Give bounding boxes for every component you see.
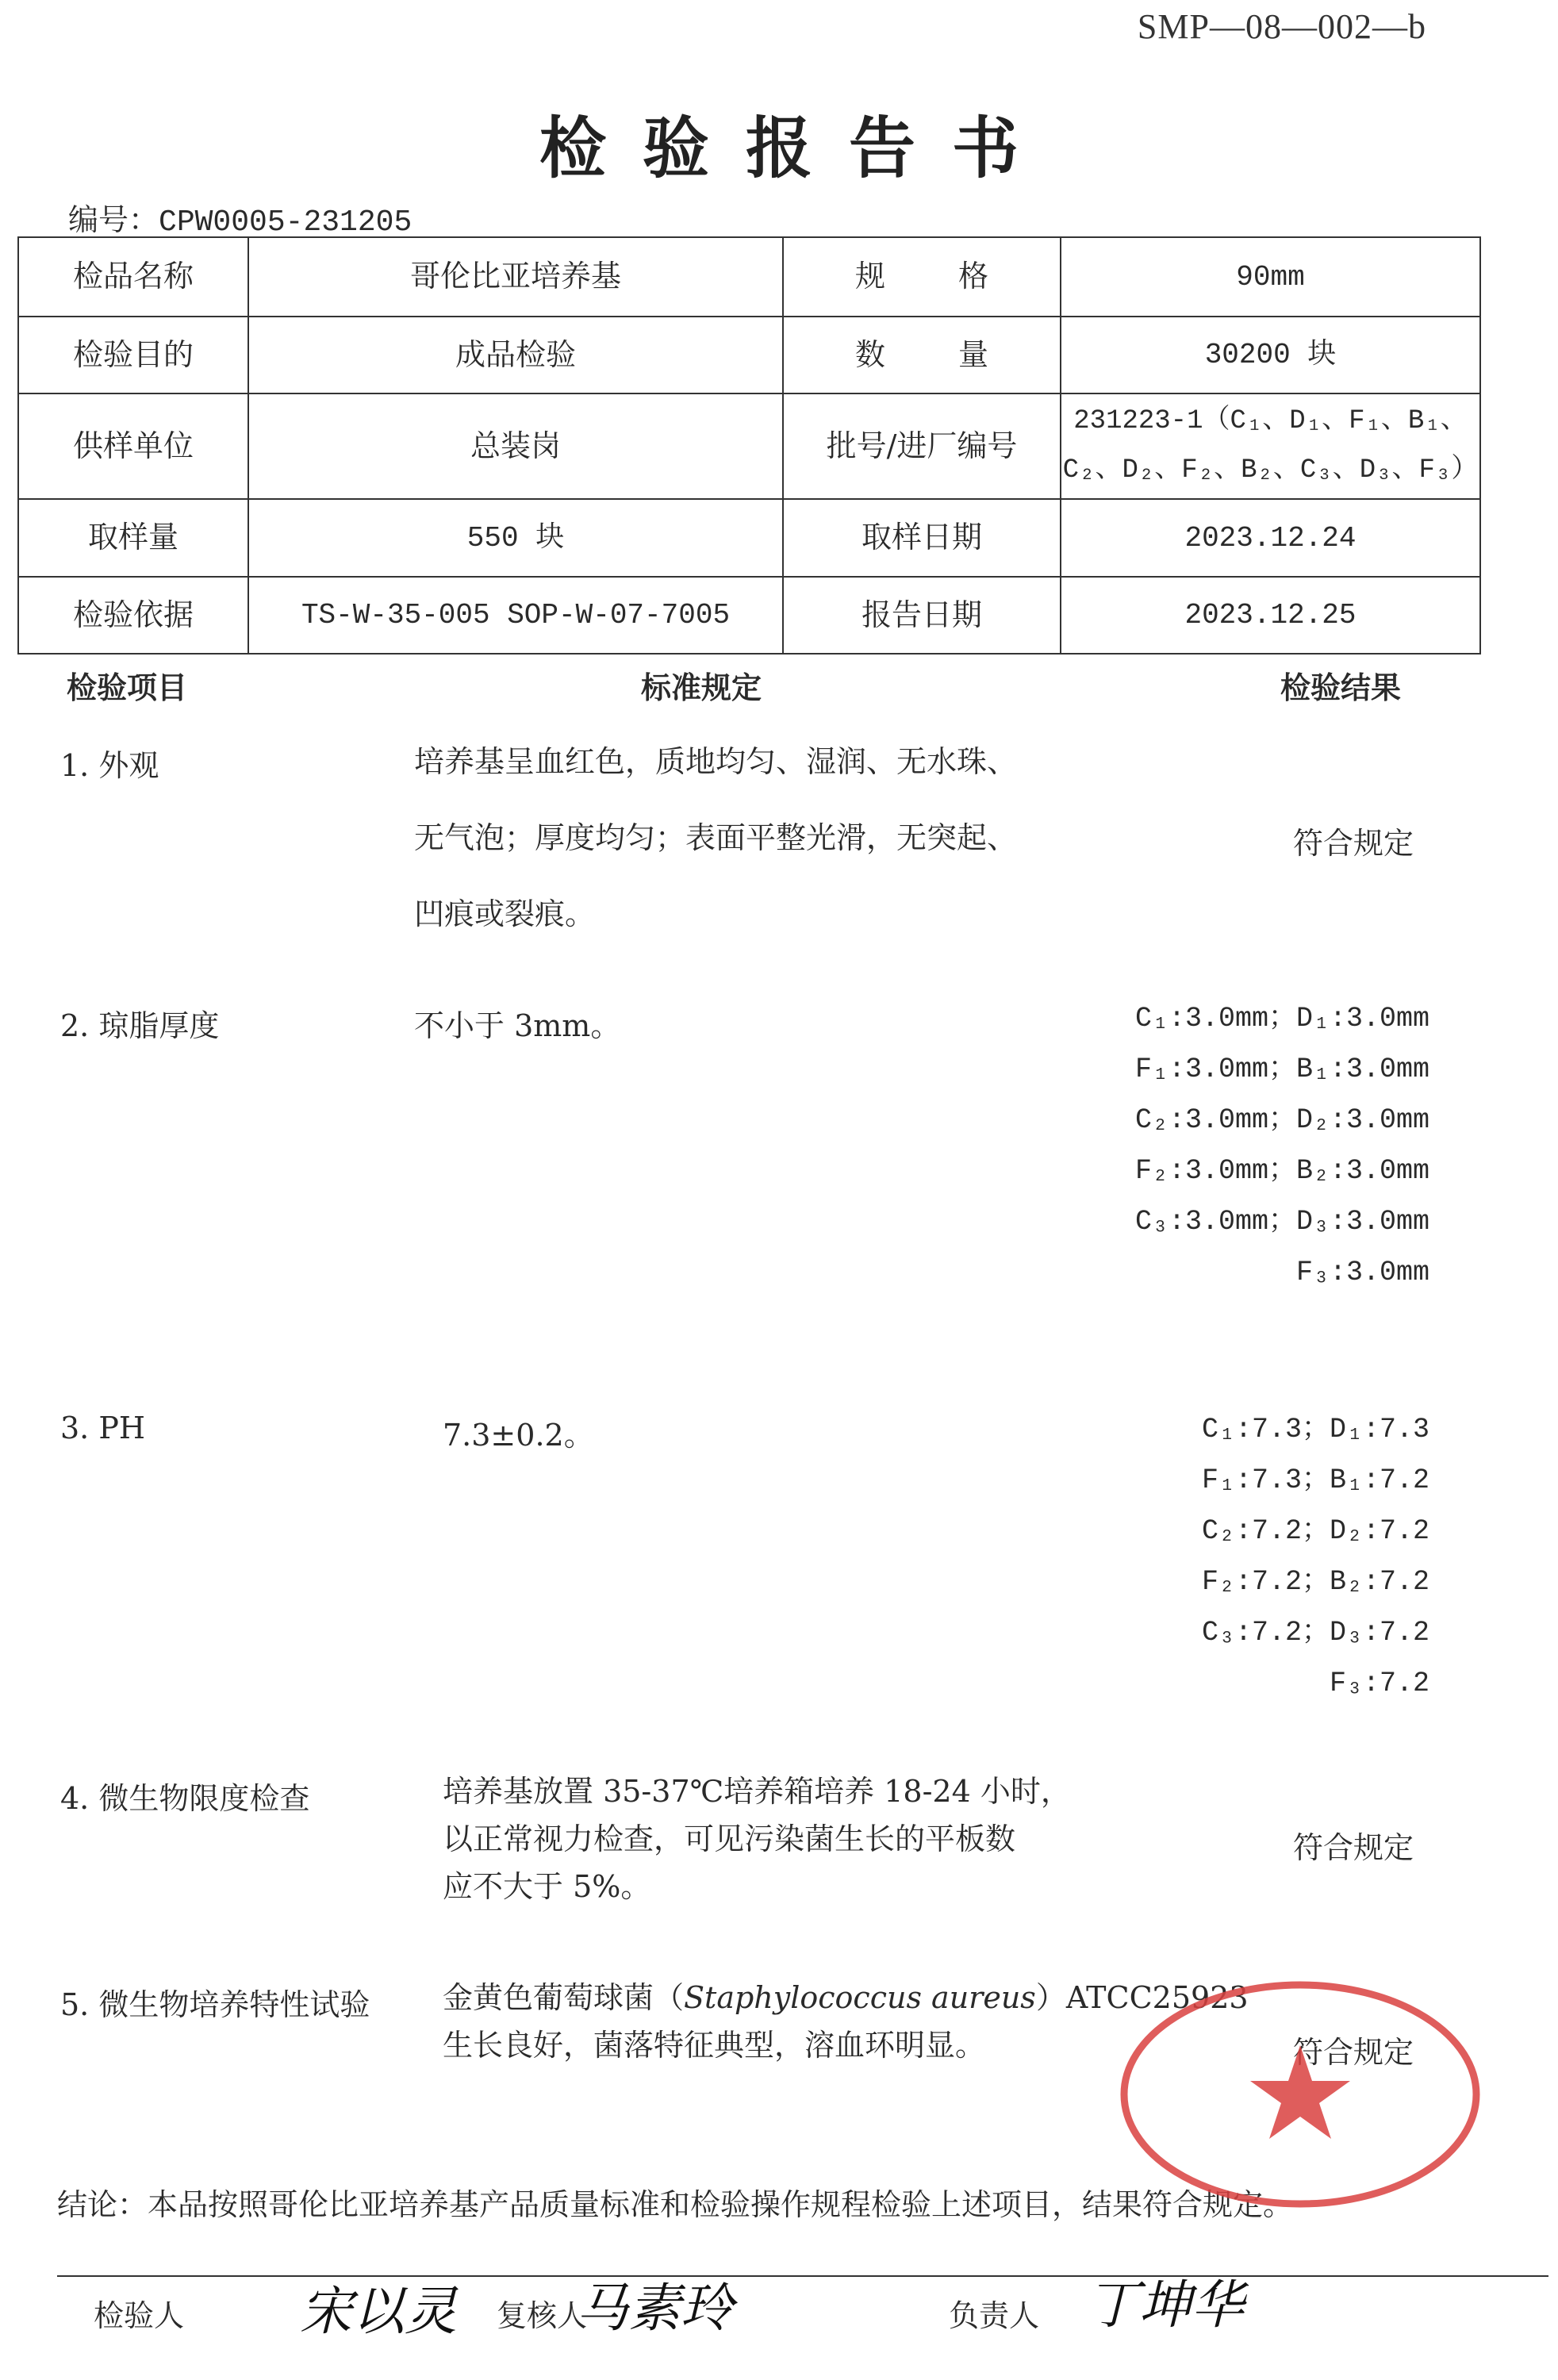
result-line: F₁:7.3；B₁:7.2: [1201, 1464, 1429, 1496]
result-line: C₂:7.2；D₂:7.2: [1201, 1515, 1429, 1547]
batch-value: [1061, 393, 1480, 499]
info-row: [18, 577, 1480, 654]
info-table: [17, 236, 1481, 654]
sample-date-label: 取样日期: [783, 499, 1061, 577]
result-line: C₃:7.2；D₃:7.2: [1201, 1617, 1429, 1649]
header-result: 检验结果: [1280, 670, 1402, 705]
result-line: C₃:3.0mm；D₃:3.0mm: [1134, 1206, 1429, 1238]
item-name: 4. 微生物限度检查: [60, 1781, 310, 1816]
batch-line-1: 231223-1（C₁、D₁、F₁、B₁、: [1073, 406, 1468, 437]
inspector-signature: 宋以灵: [300, 2281, 457, 2342]
item-name: 5. 微生物培养特性试验: [60, 1987, 370, 2022]
report-number: [68, 195, 412, 240]
item-name: 2. 琼脂厚度: [60, 1008, 220, 1043]
standard-line: 凹痕或裂痕。: [414, 896, 596, 931]
sample-qty-label: 取样量: [18, 499, 248, 577]
item-result: 符合规定: [1293, 826, 1414, 861]
company-stamp: [1114, 1975, 1487, 2213]
standard-line: 以正常视力检查，可见污染菌生长的平板数: [443, 1821, 1016, 1856]
basis-label: 检验依据: [18, 577, 248, 654]
reviewer-label: 复核人: [497, 2298, 588, 2333]
standard-text: ）ATCC25923: [1035, 1980, 1249, 2015]
standard-line: 应不大于 5%。: [443, 1869, 651, 1904]
header-standard: 标准规定: [641, 670, 762, 705]
item-result: 符合规定: [1293, 2035, 1414, 2070]
spec-value: 90mm: [1061, 237, 1480, 317]
item-standard: [414, 724, 1128, 952]
report-date-label: 报告日期: [783, 577, 1061, 654]
info-row: [18, 499, 1480, 577]
document-code: SMP—08—002—b: [1137, 7, 1426, 46]
batch-line-2: C₂、D₂、F₂、B₂、C₃、D₃、F₃）: [1062, 455, 1479, 486]
signature-divider: [57, 2275, 1548, 2277]
info-row: [18, 317, 1480, 393]
result-list: [985, 993, 1429, 1298]
inspector-label: 检验人: [94, 2298, 185, 2333]
item-standard: [443, 1768, 1157, 1910]
page-title: 检验报告书: [539, 109, 1055, 187]
spec-label: 规 格: [783, 237, 1061, 317]
standard-line: 无气泡；厚度均匀；表面平整光滑，无突起、: [414, 820, 1018, 855]
conclusion: 结论：本品按照哥伦比亚培养基产品质量标准和检验操作规程检验上述项目，结果符合规定。: [57, 2187, 1294, 2222]
report-date-value: 2023.12.25: [1061, 577, 1480, 654]
supervisor-label: 负责人: [949, 2298, 1040, 2333]
item-name: 1. 外观: [60, 748, 159, 783]
basis-value: TS-W-35-005 SOP-W-07-7005: [248, 577, 783, 654]
item-name: 3. PH: [60, 1411, 146, 1445]
result-line: F₁:3.0mm；B₁:3.0mm: [1134, 1054, 1429, 1085]
result-line: F₂:3.0mm；B₂:3.0mm: [1134, 1155, 1429, 1187]
supplier-value: 总装岗: [248, 393, 783, 499]
purpose-value: 成品检验: [248, 317, 783, 393]
result-line: C₁:7.3；D₁:7.3: [1201, 1414, 1429, 1445]
supplier-label: 供样单位: [18, 393, 248, 499]
result-list: [985, 1404, 1429, 1709]
result-line: F₂:7.2；B₂:7.2: [1201, 1566, 1429, 1598]
standard-line: 生长良好，菌落特征典型，溶血环明显。: [443, 2028, 986, 2063]
standard-line: 培养基呈血红色，质地均匀、湿润、无水珠、: [414, 744, 1018, 779]
sample-date-value: 2023.12.24: [1061, 499, 1480, 577]
item-result: 符合规定: [1293, 1830, 1414, 1865]
standard-text: 金黄色葡萄球菌（: [443, 1980, 685, 2015]
item-standard: 7.3±0.2。: [443, 1418, 594, 1453]
result-line: C₂:3.0mm；D₂:3.0mm: [1134, 1104, 1429, 1136]
header-item: 检验项目: [67, 670, 188, 705]
sample-qty-value: 550 块: [248, 499, 783, 577]
quantity-label: 数 量: [783, 317, 1061, 393]
supervisor-signature: 丁坤华: [1087, 2274, 1244, 2336]
report-number-label: 编号：: [68, 202, 159, 237]
quantity-value: 30200 块: [1061, 317, 1480, 393]
info-row: [18, 393, 1480, 499]
reviewer-signature: 马素玲: [576, 2278, 733, 2339]
product-name-label: 检品名称: [18, 237, 248, 317]
product-name: 哥伦比亚培养基: [248, 237, 783, 317]
report-number-value: CPW0005-231205: [159, 205, 413, 240]
info-row: [18, 237, 1480, 317]
purpose-label: 检验目的: [18, 317, 248, 393]
result-line: F₃:3.0mm: [1295, 1257, 1429, 1288]
result-line: C₁:3.0mm；D₁:3.0mm: [1134, 1003, 1429, 1035]
result-line: F₃:7.2: [1329, 1668, 1429, 1699]
batch-label: 批号/进厂编号: [783, 393, 1061, 499]
organism-name: Staphylococcus aureus: [684, 1980, 1036, 2015]
standard-line: 培养基放置 35-37℃培养箱培养 18-24 小时，: [443, 1774, 1071, 1809]
item-standard: 不小于 3mm。: [414, 1008, 621, 1043]
